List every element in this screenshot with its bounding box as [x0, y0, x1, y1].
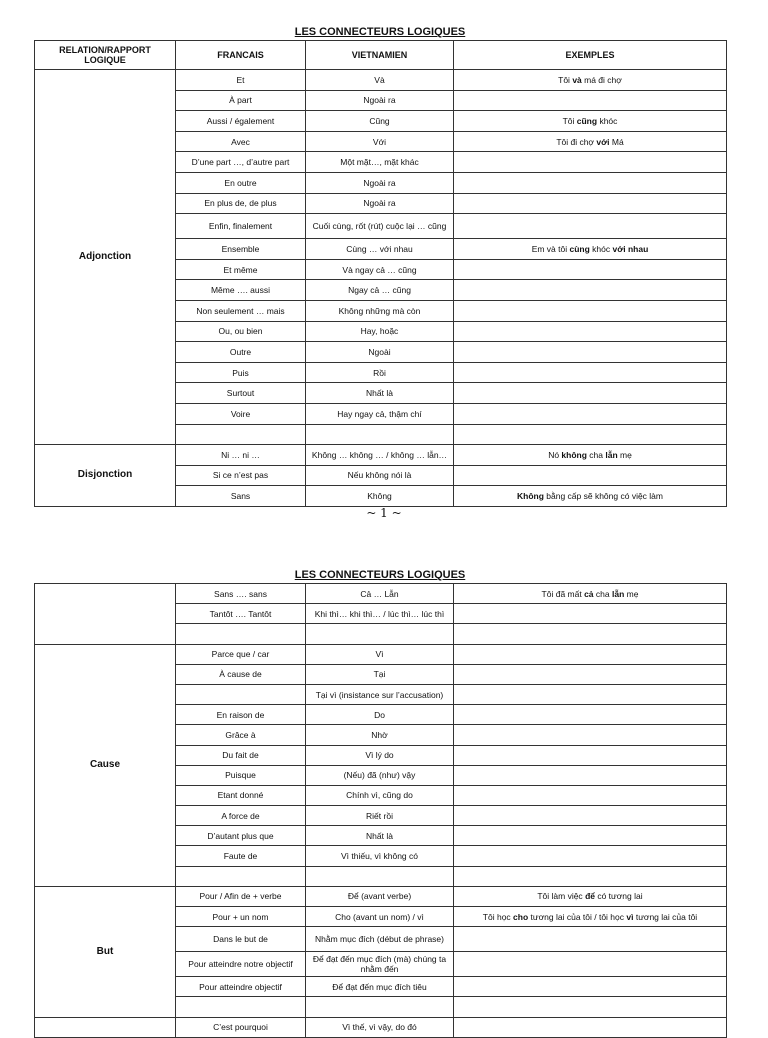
vietnamien-cell: Và	[306, 70, 454, 91]
vietnamien-cell: Nhằm mục đích (début de phrase)	[306, 927, 454, 952]
exemple-cell	[454, 785, 727, 805]
emphasis: và	[572, 74, 582, 85]
exemple-cell	[454, 927, 727, 952]
vietnamien-cell: Nhất là	[306, 383, 454, 404]
vietnamien-cell: Vì lý do	[306, 745, 454, 765]
table-body	[35, 70, 727, 507]
francais-cell	[176, 424, 306, 445]
exemple-cell: Tôi học cho tương lai của tôi / tôi học vì tương lai của tôi	[454, 907, 727, 927]
vietnamien-cell: Hay, hoặc	[306, 321, 454, 342]
francais-cell: Ou, ou bien	[176, 321, 306, 342]
francais-cell: Tantôt …. Tantôt	[176, 604, 306, 624]
vietnamien-cell	[306, 424, 454, 445]
francais-cell: D’une part …, d’autre part	[176, 152, 306, 173]
francais-cell: A force de	[176, 806, 306, 826]
vietnamien-cell: (Nếu) đã (như) vậy	[306, 765, 454, 785]
relation-disjonction: Disjonction	[35, 445, 176, 507]
exemple-cell	[454, 280, 727, 301]
francais-cell: Non seulement … mais	[176, 300, 306, 321]
francais-cell	[176, 997, 306, 1017]
relation-consequence	[35, 1017, 176, 1037]
exemple-cell	[454, 172, 727, 193]
vietnamien-cell: Vì thiếu, vì không có	[306, 846, 454, 866]
vietnamien-cell: Ngay cả … cũng	[306, 280, 454, 301]
connectors-table	[34, 40, 727, 507]
emphasis: cho	[513, 911, 529, 922]
francais-cell: À part	[176, 90, 306, 111]
vietnamien-cell: Không	[306, 486, 454, 507]
francais-cell: En outre	[176, 172, 306, 193]
francais-cell: Pour + un nom	[176, 907, 306, 927]
vietnamien-cell: Nếu không nói là	[306, 465, 454, 486]
vietnamien-cell: Nhờ	[306, 725, 454, 745]
vietnamien-cell	[306, 866, 454, 886]
relation-but: But	[35, 886, 176, 1017]
page-title: LES CONNECTEURS LOGIQUES	[294, 26, 466, 38]
emphasis: cũng	[576, 115, 598, 126]
exemple-cell	[454, 725, 727, 745]
exemple-cell: Tôi làm việc để có tương lai	[454, 886, 727, 906]
exemple-cell	[454, 664, 727, 684]
emphasis: cùng	[569, 243, 590, 254]
exemple-cell: Nó không cha lẫn mẹ	[454, 445, 727, 466]
vietnamien-cell: Tại vì (insistance sur l’accusation)	[306, 684, 454, 704]
francais-cell: Et même	[176, 259, 306, 280]
page-2	[34, 567, 726, 1038]
exemple-cell	[454, 977, 727, 997]
header-francais: FRANCAIS	[176, 41, 306, 70]
exemple-cell	[454, 321, 727, 342]
vietnamien-cell	[306, 624, 454, 644]
francais-cell: Pour atteindre notre objectif	[176, 952, 306, 977]
francais-cell	[176, 866, 306, 886]
francais-cell: Même …. aussi	[176, 280, 306, 301]
exemple-cell	[454, 644, 727, 664]
exemple-cell	[454, 259, 727, 280]
vietnamien-cell: Chính vì, cũng do	[306, 785, 454, 805]
header-row	[35, 41, 727, 70]
exemple-cell	[454, 866, 727, 886]
exemple-cell: Tôi cũng khóc	[454, 111, 727, 132]
header-relation: RELATION/RAPPORT LOGIQUE	[35, 41, 176, 70]
francais-cell: Faute de	[176, 846, 306, 866]
exemple-cell: Tôi đi chợ với Má	[454, 131, 727, 152]
francais-cell: Dans le but de	[176, 927, 306, 952]
francais-cell: Puis	[176, 362, 306, 383]
exemple-cell	[454, 604, 727, 624]
francais-cell: En raison de	[176, 705, 306, 725]
francais-cell: Surtout	[176, 383, 306, 404]
exemple-cell	[454, 997, 727, 1017]
emphasis: không	[561, 449, 587, 460]
emphasis: lẫn	[611, 588, 625, 599]
vietnamien-cell: Để đạt đến mục đích (mà) chúng ta nhằm đến	[306, 952, 454, 977]
exemple-cell	[454, 1017, 727, 1037]
exemple-cell	[454, 342, 727, 363]
exemple-cell	[454, 193, 727, 214]
vietnamien-cell: Khi thì… khi thì… / lúc thì… lúc thì	[306, 604, 454, 624]
francais-cell: Outre	[176, 342, 306, 363]
francais-cell: Sans …. sans	[176, 584, 306, 604]
table-row	[35, 70, 727, 91]
francais-cell: Sans	[176, 486, 306, 507]
relation-cause: Cause	[35, 644, 176, 886]
vietnamien-cell: Nhất là	[306, 826, 454, 846]
emphasis: với	[596, 136, 610, 147]
vietnamien-cell: Để (avant verbe)	[306, 886, 454, 906]
francais-cell: Puisque	[176, 765, 306, 785]
connectors-table	[34, 583, 727, 1038]
emphasis: để	[585, 891, 595, 902]
exemple-cell	[454, 745, 727, 765]
vietnamien-cell: Ngoài	[306, 342, 454, 363]
vietnamien-cell: Không … không … / không … lẫn…	[306, 445, 454, 466]
vietnamien-cell: Ngoài ra	[306, 90, 454, 111]
exemple-cell	[454, 465, 727, 486]
francais-cell: C’est pourquoi	[176, 1017, 306, 1037]
francais-cell: Voire	[176, 403, 306, 424]
exemple-cell	[454, 806, 727, 826]
exemple-cell: Tôi và má đi chợ	[454, 70, 727, 91]
francais-cell	[176, 684, 306, 704]
exemple-cell	[454, 624, 727, 644]
header-exemples: EXEMPLES	[454, 41, 727, 70]
vietnamien-cell: Ngoài ra	[306, 193, 454, 214]
francais-cell: Parce que / car	[176, 644, 306, 664]
exemple-cell	[454, 214, 727, 239]
exemple-cell	[454, 362, 727, 383]
francais-cell: Si ce n’est pas	[176, 465, 306, 486]
vietnamien-cell: Để đạt đến mục đích tiêu	[306, 977, 454, 997]
page-1	[34, 24, 726, 507]
francais-cell: Avec	[176, 131, 306, 152]
francais-cell: Pour / Afin de + verbe	[176, 886, 306, 906]
exemple-cell	[454, 705, 727, 725]
francais-cell: Grâce à	[176, 725, 306, 745]
vietnamien-cell: Vì	[306, 644, 454, 664]
vietnamien-cell: Một mặt…, mặt khác	[306, 152, 454, 173]
exemple-cell: Tôi đã mất cả cha lẫn mẹ	[454, 584, 727, 604]
vietnamien-cell: Ngoài ra	[306, 172, 454, 193]
vietnamien-cell: Cả … Lẫn	[306, 584, 454, 604]
exemple-cell	[454, 765, 727, 785]
francais-cell: Et	[176, 70, 306, 91]
francais-cell: Ensemble	[176, 239, 306, 260]
vietnamien-cell: Rồi	[306, 362, 454, 383]
vietnamien-cell: Cùng … với nhau	[306, 239, 454, 260]
francais-cell	[176, 624, 306, 644]
page-title: LES CONNECTEURS LOGIQUES	[294, 569, 466, 581]
exemple-cell	[454, 300, 727, 321]
vietnamien-cell: Cũng	[306, 111, 454, 132]
vietnamien-cell: Do	[306, 705, 454, 725]
francais-cell: Aussi / également	[176, 111, 306, 132]
francais-cell: Enfin, finalement	[176, 214, 306, 239]
exemple-cell: Không bằng cấp sẽ không có việc làm	[454, 486, 727, 507]
exemple-cell	[454, 684, 727, 704]
francais-cell: À cause de	[176, 664, 306, 684]
vietnamien-cell: Và ngay cả … cũng	[306, 259, 454, 280]
table-row	[35, 644, 727, 664]
francais-cell: Pour atteindre objectif	[176, 977, 306, 997]
page-number: ~ 1 ~	[366, 506, 402, 520]
francais-cell: Etant donné	[176, 785, 306, 805]
emphasis: Không	[517, 491, 544, 502]
vietnamien-cell: Không những mà còn	[306, 300, 454, 321]
exemple-cell	[454, 424, 727, 445]
exemple-cell	[454, 403, 727, 424]
table-row	[35, 445, 727, 466]
emphasis: vì	[626, 911, 634, 922]
exemple-cell	[454, 383, 727, 404]
exemple-cell	[454, 826, 727, 846]
francais-cell: En plus de, de plus	[176, 193, 306, 214]
relation-continued	[35, 584, 176, 645]
vietnamien-cell	[306, 997, 454, 1017]
table-body	[35, 584, 727, 1038]
exemple-cell	[454, 846, 727, 866]
emphasis: cả	[584, 588, 594, 599]
relation-adjonction: Adjonction	[35, 70, 176, 445]
header-vietnamien: VIETNAMIEN	[306, 41, 454, 70]
table-row	[35, 584, 727, 604]
table-row	[35, 886, 727, 906]
vietnamien-cell: Riết rồi	[306, 806, 454, 826]
francais-cell: Ni … ni …	[176, 445, 306, 466]
exemple-cell: Em và tôi cùng khóc với nhau	[454, 239, 727, 260]
vietnamien-cell: Cho (avant un nom) / vì	[306, 907, 454, 927]
vietnamien-cell: Hay ngay cả, thậm chí	[306, 403, 454, 424]
vietnamien-cell: Với	[306, 131, 454, 152]
vietnamien-cell: Cuối cùng, rốt (rút) cuộc lại … cũng	[306, 214, 454, 239]
table-row	[35, 1017, 727, 1037]
exemple-cell	[454, 90, 727, 111]
vietnamien-cell: Tại	[306, 664, 454, 684]
vietnamien-cell: Vì thế, vì vậy, do đó	[306, 1017, 454, 1037]
emphasis: với nhau	[612, 243, 649, 254]
exemple-cell	[454, 152, 727, 173]
francais-cell: Du fait de	[176, 745, 306, 765]
exemple-cell	[454, 952, 727, 977]
francais-cell: D’autant plus que	[176, 826, 306, 846]
emphasis: lẫn	[605, 449, 618, 460]
